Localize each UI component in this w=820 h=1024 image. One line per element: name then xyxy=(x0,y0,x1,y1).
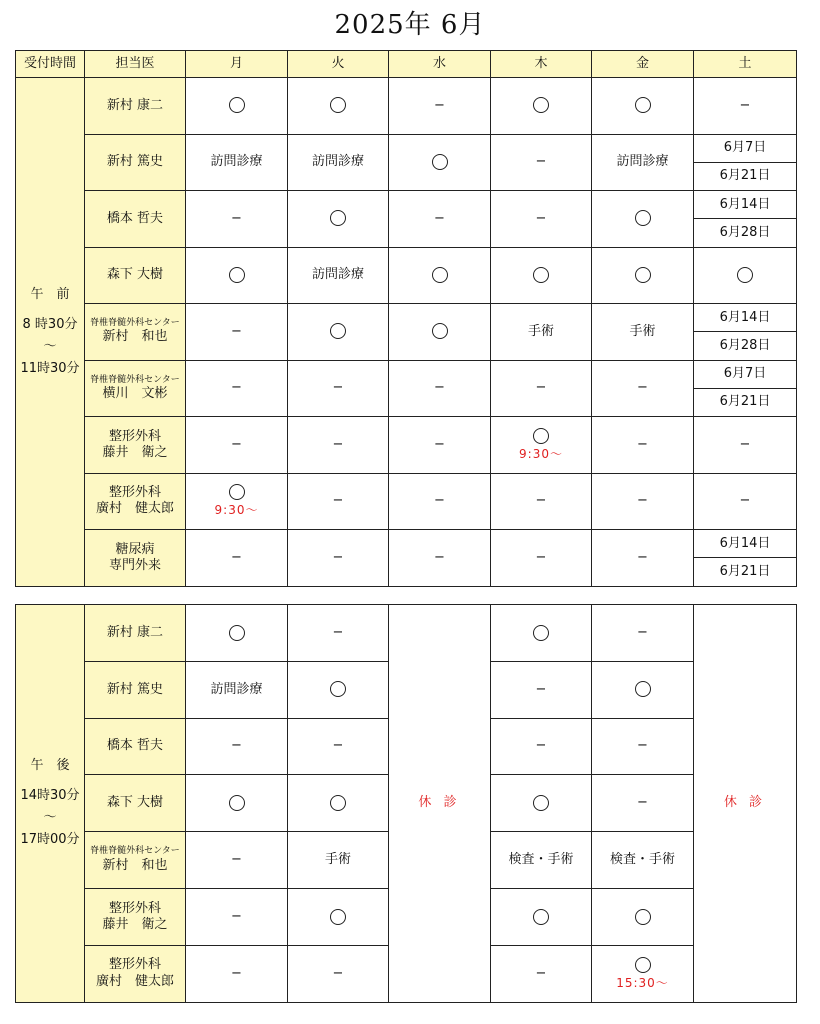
available-circle-icon xyxy=(229,625,245,641)
schedule-cell xyxy=(491,360,592,417)
saturday-closed-cell xyxy=(694,605,797,1003)
schedule-cell xyxy=(186,473,288,530)
start-time-note: 15:30〜 xyxy=(616,975,669,990)
unavailable-dash: − xyxy=(535,210,547,226)
schedule-cell xyxy=(288,247,389,304)
schedule-cell xyxy=(288,360,389,417)
doctor-department: 整形外科 xyxy=(108,900,161,916)
doctor-name: 新村 篤史 xyxy=(106,154,164,170)
schedule-cell xyxy=(491,78,592,135)
closed-label: 休 診 xyxy=(723,795,767,811)
doctor-name: 橋本 哲夫 xyxy=(106,738,164,754)
saturday-date-cell xyxy=(694,530,797,558)
schedule-cell xyxy=(592,605,694,662)
schedule-cell xyxy=(288,473,389,530)
schedule-cell xyxy=(389,191,491,248)
doctor-cell xyxy=(85,945,186,1002)
schedule-cell xyxy=(491,945,592,1002)
schedule-cell xyxy=(186,417,288,474)
saturday-date-cell xyxy=(694,219,797,247)
schedule-cell xyxy=(288,661,389,718)
period-time: 8 時30分 xyxy=(22,316,78,332)
available-circle-icon xyxy=(533,97,549,113)
doctor-name: 廣村 健太郎 xyxy=(95,973,174,989)
available-circle-icon xyxy=(229,795,245,811)
table-row xyxy=(16,134,797,162)
schedule-cell xyxy=(491,191,592,248)
doctor-department: 脊椎脊髄外科センター xyxy=(90,846,180,857)
unavailable-dash: − xyxy=(231,323,242,339)
available-circle-icon xyxy=(533,909,549,925)
schedule-cell xyxy=(389,530,491,587)
unavailable-dash: − xyxy=(434,380,445,396)
available-circle-icon xyxy=(533,795,549,811)
schedule-cell xyxy=(288,417,389,474)
unavailable-dash: − xyxy=(535,154,547,170)
schedule-cell xyxy=(288,530,389,587)
schedule-cell-text: 6月7日 xyxy=(723,140,767,155)
header-thu: 木 xyxy=(491,51,592,78)
doctor-name: 森下 大樹 xyxy=(106,795,164,811)
period-time: 〜 xyxy=(43,338,57,354)
unavailable-dash: − xyxy=(434,436,445,452)
schedule-cell xyxy=(491,247,592,304)
schedule-cell xyxy=(491,417,592,474)
schedule-cell-text: 6月21日 xyxy=(719,168,771,184)
period-label: 午 前 xyxy=(30,286,70,302)
unavailable-dash: − xyxy=(231,436,242,452)
schedule-cell xyxy=(186,360,288,417)
afternoon-schedule-table xyxy=(15,604,797,1003)
unavailable-dash: − xyxy=(332,738,344,754)
available-circle-icon xyxy=(533,428,549,444)
schedule-cell xyxy=(288,945,389,1002)
unavailable-dash: − xyxy=(535,681,547,697)
unavailable-dash: − xyxy=(332,549,344,565)
table-row xyxy=(16,605,797,662)
saturday-date-cell xyxy=(694,360,797,388)
saturday-cell xyxy=(694,247,797,304)
schedule-cell xyxy=(592,888,694,945)
schedule-cell xyxy=(186,247,288,304)
doctor-department: 脊椎脊髄外科センター xyxy=(90,374,180,385)
schedule-cell xyxy=(288,304,389,361)
header-fri: 金 xyxy=(592,51,694,78)
schedule-cell xyxy=(186,775,288,832)
period-label: 午 後 xyxy=(30,758,70,774)
unavailable-dash: − xyxy=(332,380,344,396)
doctor-cell xyxy=(85,360,186,417)
schedule-cell-text: 手術 xyxy=(629,323,656,339)
schedule-cell xyxy=(592,134,694,191)
morning-schedule-table xyxy=(15,50,797,587)
unavailable-dash: − xyxy=(231,210,242,226)
schedule-cell xyxy=(186,191,288,248)
doctor-department: 糖尿病 xyxy=(115,541,155,557)
schedule-cell xyxy=(491,473,592,530)
header-wed: 水 xyxy=(389,51,491,78)
period-time: 〜 xyxy=(43,810,57,826)
schedule-cell xyxy=(491,775,592,832)
doctor-cell xyxy=(85,78,186,135)
schedule-cell-text: 訪問診療 xyxy=(210,681,263,697)
doctor-name: 廣村 健太郎 xyxy=(95,501,174,517)
header-mon: 月 xyxy=(186,51,288,78)
table-row xyxy=(16,247,797,304)
period-time: 11時30分 xyxy=(20,360,80,376)
doctor-cell xyxy=(85,530,186,587)
schedule-cell-text: 検査・手術 xyxy=(508,851,574,867)
schedule-cell-text: 訪問診療 xyxy=(311,267,364,283)
schedule-cell xyxy=(592,473,694,530)
doctor-cell xyxy=(85,417,186,474)
available-circle-icon xyxy=(737,267,753,283)
schedule-cell-text: 6月21日 xyxy=(719,563,771,579)
saturday-date-cell xyxy=(694,388,797,416)
schedule-cell xyxy=(288,775,389,832)
start-time-note: 9:30〜 xyxy=(214,503,259,518)
table-row xyxy=(16,473,797,530)
unavailable-dash: − xyxy=(739,436,751,452)
schedule-cell xyxy=(288,605,389,662)
schedule-cell-text: 6月14日 xyxy=(719,196,771,212)
doctor-name: 新村 康二 xyxy=(106,97,164,113)
doctor-department: 整形外科 xyxy=(108,428,161,444)
available-circle-icon xyxy=(635,97,651,113)
available-circle-icon xyxy=(432,267,448,283)
available-circle-icon xyxy=(635,210,651,226)
unavailable-dash: − xyxy=(434,97,445,113)
schedule-cell xyxy=(389,304,491,361)
saturday-date-cell xyxy=(694,134,797,162)
available-circle-icon xyxy=(330,909,346,925)
unavailable-dash: − xyxy=(434,210,445,226)
schedule-cell xyxy=(592,304,694,361)
unavailable-dash: − xyxy=(739,97,751,113)
unavailable-dash: − xyxy=(231,738,242,754)
available-circle-icon xyxy=(533,625,549,641)
schedule-cell xyxy=(288,191,389,248)
schedule-cell xyxy=(592,775,694,832)
available-circle-icon xyxy=(635,957,651,973)
saturday-date-cell xyxy=(694,558,797,586)
schedule-cell-text: 6月21日 xyxy=(719,394,771,410)
schedule-cell xyxy=(288,888,389,945)
schedule-cell xyxy=(592,247,694,304)
schedule-cell xyxy=(491,605,592,662)
schedule-cell xyxy=(186,78,288,135)
schedule-cell xyxy=(491,661,592,718)
wednesday-closed-cell xyxy=(389,605,491,1003)
doctor-cell xyxy=(85,304,186,361)
schedule-cell xyxy=(592,530,694,587)
schedule-cell xyxy=(186,832,288,889)
schedule-cell xyxy=(389,134,491,191)
unavailable-dash: − xyxy=(739,493,751,509)
unavailable-dash: − xyxy=(637,549,648,565)
header-row xyxy=(16,51,797,78)
header-reception-time: 受付時間 xyxy=(16,51,85,78)
schedule-cell-text: 6月28日 xyxy=(719,337,771,353)
schedule-cell xyxy=(186,605,288,662)
saturday-cell xyxy=(694,78,797,135)
doctor-cell xyxy=(85,605,186,662)
available-circle-icon xyxy=(330,795,346,811)
table-row xyxy=(16,360,797,388)
doctor-cell xyxy=(85,718,186,775)
header-sat: 土 xyxy=(694,51,797,78)
doctor-name: 橋本 哲夫 xyxy=(106,210,164,226)
schedule-cell xyxy=(389,360,491,417)
unavailable-dash: − xyxy=(637,624,648,640)
schedule-cell-text: 訪問診療 xyxy=(311,154,364,170)
available-circle-icon xyxy=(533,267,549,283)
afternoon-period-cell xyxy=(16,605,85,1003)
schedule-cell-text: 手術 xyxy=(527,323,554,339)
schedule-cell xyxy=(186,718,288,775)
saturday-cell xyxy=(694,417,797,474)
schedule-cell xyxy=(491,304,592,361)
schedule-cell xyxy=(491,832,592,889)
schedule-cell-text: 訪問診療 xyxy=(616,154,669,170)
doctor-cell xyxy=(85,191,186,248)
unavailable-dash: − xyxy=(332,436,344,452)
unavailable-dash: − xyxy=(231,965,242,981)
unavailable-dash: − xyxy=(637,436,648,452)
doctor-name: 新村 和也 xyxy=(102,329,168,345)
unavailable-dash: − xyxy=(535,965,547,981)
doctor-cell xyxy=(85,247,186,304)
doctor-department: 整形外科 xyxy=(108,485,161,500)
table-row xyxy=(16,78,797,135)
available-circle-icon xyxy=(432,154,448,170)
unavailable-dash: − xyxy=(231,908,242,924)
saturday-date-cell xyxy=(694,191,797,219)
unavailable-dash: − xyxy=(535,493,547,509)
unavailable-dash: − xyxy=(637,795,648,811)
doctor-cell xyxy=(85,473,186,530)
saturday-date-cell xyxy=(694,332,797,360)
schedule-cell xyxy=(491,888,592,945)
schedule-cell xyxy=(288,832,389,889)
unavailable-dash: − xyxy=(332,493,344,509)
schedule-cell xyxy=(389,247,491,304)
schedule-cell xyxy=(186,134,288,191)
schedule-cell xyxy=(186,661,288,718)
unavailable-dash: − xyxy=(434,493,445,509)
unavailable-dash: − xyxy=(535,738,547,754)
doctor-name: 新村 康二 xyxy=(106,624,164,640)
available-circle-icon xyxy=(229,267,245,283)
unavailable-dash: − xyxy=(637,738,648,754)
available-circle-icon xyxy=(229,484,245,500)
doctor-cell xyxy=(85,134,186,191)
unavailable-dash: − xyxy=(637,493,648,509)
schedule-cell-text: 検査・手術 xyxy=(609,851,675,867)
doctor-name: 藤井 衛之 xyxy=(102,444,168,460)
unavailable-dash: − xyxy=(535,380,547,396)
available-circle-icon xyxy=(635,267,651,283)
schedule-cell xyxy=(592,661,694,718)
doctor-name: 新村 篤史 xyxy=(106,681,164,697)
schedule-cell xyxy=(592,832,694,889)
schedule-cell xyxy=(288,134,389,191)
unavailable-dash: − xyxy=(535,549,547,565)
schedule-cell xyxy=(592,417,694,474)
schedule-cell xyxy=(186,304,288,361)
table-row xyxy=(16,191,797,219)
period-time: 17時00分 xyxy=(20,832,80,848)
unavailable-dash: − xyxy=(231,851,242,867)
schedule-cell xyxy=(186,888,288,945)
doctor-cell xyxy=(85,661,186,718)
schedule-cell xyxy=(491,718,592,775)
schedule-cell xyxy=(288,718,389,775)
available-circle-icon xyxy=(635,681,651,697)
schedule-cell-text: 訪問診療 xyxy=(210,154,263,170)
morning-period-cell xyxy=(16,78,85,587)
start-time-note: 9:30〜 xyxy=(519,446,563,461)
schedule-cell xyxy=(592,945,694,1002)
schedule-cell xyxy=(491,530,592,587)
doctor-cell xyxy=(85,832,186,889)
table-row xyxy=(16,304,797,332)
available-circle-icon xyxy=(330,681,346,697)
doctor-name: 横川 文彬 xyxy=(102,385,168,401)
period-time: 14時30分 xyxy=(20,788,80,804)
doctor-name: 新村 和也 xyxy=(102,857,168,873)
schedule-cell xyxy=(592,78,694,135)
schedule-cell-text: 手術 xyxy=(324,851,351,867)
schedule-cell xyxy=(288,78,389,135)
table-row xyxy=(16,530,797,558)
saturday-date-cell xyxy=(694,162,797,190)
schedule-cell-text: 6月14日 xyxy=(719,535,771,551)
doctor-cell xyxy=(85,775,186,832)
doctor-cell xyxy=(85,888,186,945)
available-circle-icon xyxy=(330,97,346,113)
schedule-cell xyxy=(186,945,288,1002)
doctor-name: 専門外来 xyxy=(108,557,161,573)
unavailable-dash: − xyxy=(332,624,344,640)
unavailable-dash: − xyxy=(637,380,648,396)
schedule-cell xyxy=(389,78,491,135)
schedule-cell xyxy=(491,134,592,191)
available-circle-icon xyxy=(229,97,245,113)
unavailable-dash: − xyxy=(434,549,445,565)
schedule-cell xyxy=(592,191,694,248)
page-title: 2025年 6月 xyxy=(334,10,486,40)
doctor-name: 藤井 衛之 xyxy=(102,916,168,932)
header-tue: 火 xyxy=(288,51,389,78)
closed-label: 休 診 xyxy=(418,795,461,811)
saturday-date-cell xyxy=(694,304,797,332)
doctor-department: 脊椎脊髄外科センター xyxy=(90,318,180,328)
available-circle-icon xyxy=(330,210,346,226)
schedule-cell-text: 6月14日 xyxy=(719,309,771,325)
table-row xyxy=(16,417,797,474)
doctor-department: 整形外科 xyxy=(108,957,161,973)
doctor-name: 森下 大樹 xyxy=(106,267,164,283)
unavailable-dash: − xyxy=(231,549,242,565)
schedule-cell xyxy=(592,718,694,775)
header-doctor: 担当医 xyxy=(85,51,186,78)
unavailable-dash: − xyxy=(332,965,344,981)
schedule-cell-text: 6月7日 xyxy=(723,366,767,381)
schedule-cell-text: 6月28日 xyxy=(719,224,771,240)
available-circle-icon xyxy=(330,323,346,339)
available-circle-icon xyxy=(432,323,448,339)
unavailable-dash: − xyxy=(231,380,242,396)
schedule-cell xyxy=(389,473,491,530)
saturday-cell xyxy=(694,473,797,530)
available-circle-icon xyxy=(635,909,651,925)
schedule-cell xyxy=(389,417,491,474)
schedule-cell xyxy=(592,360,694,417)
schedule-cell xyxy=(186,530,288,587)
